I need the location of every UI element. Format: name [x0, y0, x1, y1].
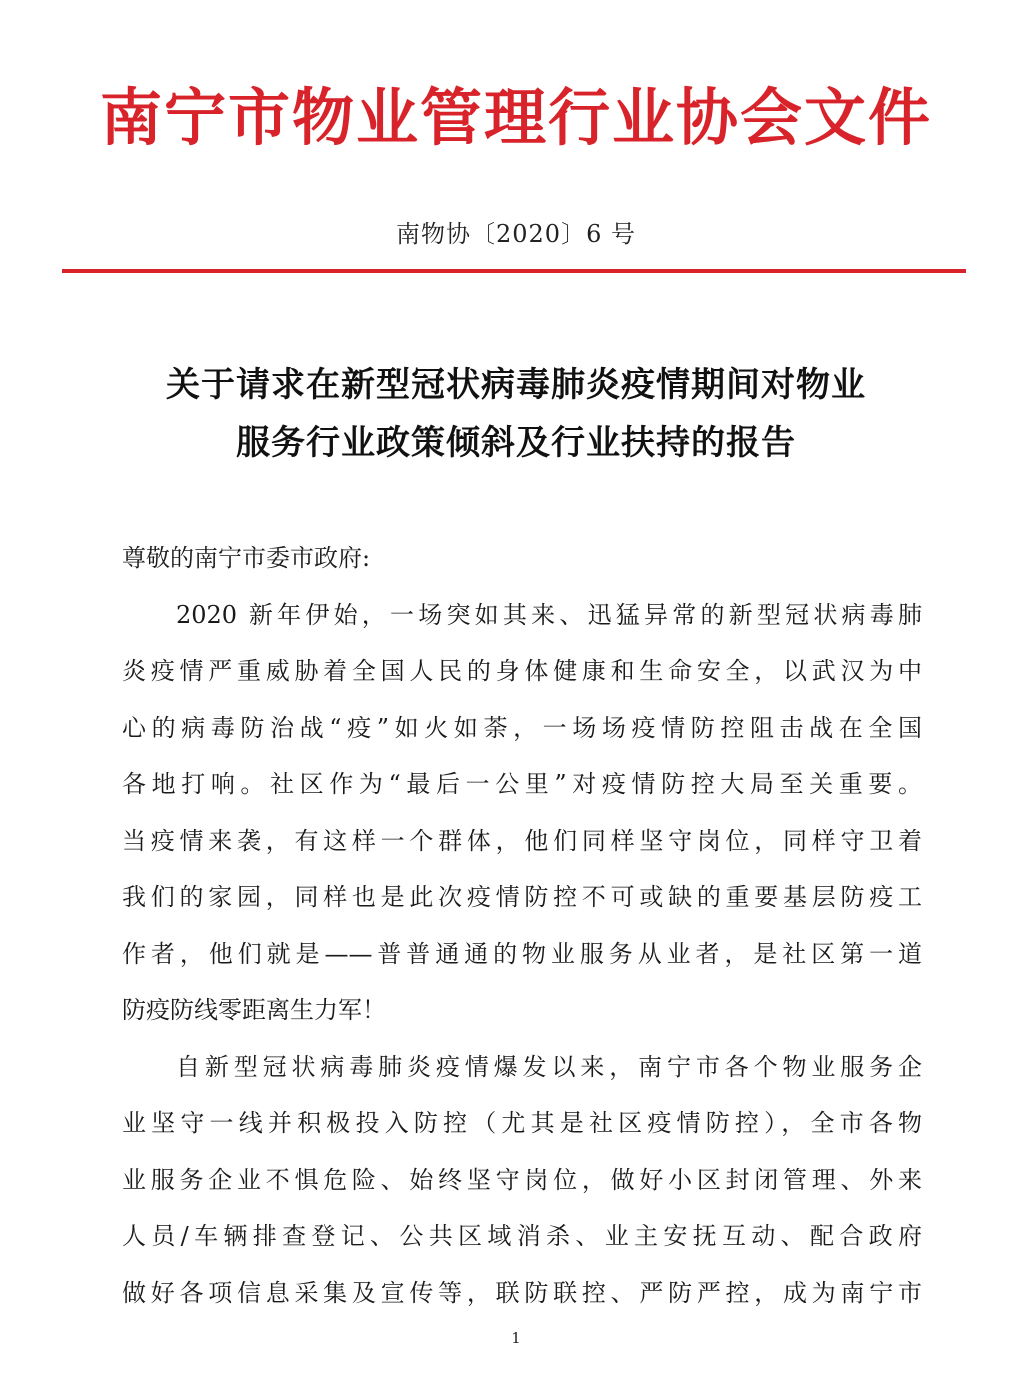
paragraph-2-line: 人员/车辆排查登记、公共区域消杀、业主安抚互动、配合政府 — [122, 1222, 922, 1250]
paragraph-1-line: 2020 新年伊始，一场突如其来、迅猛异常的新型冠状病毒肺 — [176, 600, 922, 629]
paragraph-2-line: 自新型冠状病毒肺炎疫情爆发以来，南宁市各个物业服务企 — [176, 1052, 922, 1081]
org-header: 南宁市物业管理行业协会文件 — [99, 81, 932, 154]
paragraph-1-line: 心的病毒防治战“疫”如火如荼，一场场疫情防控阻击战在全国 — [122, 713, 922, 742]
paragraph-2-line: 业服务企业不惧危险、始终坚守岗位，做好小区封闭管理、外来 — [122, 1165, 922, 1194]
body-text — [122, 530, 922, 1321]
doc-title — [70, 356, 962, 472]
paragraph-1-line: 我们的家园，同样也是此次疫情防控不可或缺的重要基层防疫工 — [122, 883, 922, 911]
paragraph-1-line: 防疫防线零距离生力军！ — [122, 996, 386, 1024]
paragraph-1-line: 作者，他们就是——普普通通的物业服务从业者，是社区第一道 — [122, 939, 922, 968]
paragraph-2-line: 业坚守一线并积极投入防控（尤其是社区疫情防控），全市各物 — [122, 1109, 922, 1137]
paragraph-1-line: 炎疫情严重威胁着全国人民的身体健康和生命安全，以武汉为中 — [122, 657, 922, 685]
red-separator-line — [62, 269, 966, 273]
doc-title-line: 服务行业政策倾斜及行业扶持的报告 — [236, 423, 796, 463]
doc-number: 南物协〔2020〕6 号 — [396, 220, 636, 248]
page-number: 1 — [511, 1329, 521, 1347]
doc-title-line: 关于请求在新型冠状病毒肺炎疫情期间对物业 — [166, 365, 866, 405]
paragraph-1-line: 当疫情来袭，有这样一个群体，他们同样坚守岗位，同样守卫着 — [122, 826, 922, 855]
salutation: 尊敬的南宁市委市政府: — [122, 544, 371, 572]
paragraph-2-line: 做好各项信息采集及宣传等，联防联控、严防严控，成为南宁市 — [122, 1278, 922, 1307]
paragraph-1-line: 各地打响。社区作为“最后一公里”对疫情防控大局至关重要。 — [122, 770, 922, 798]
